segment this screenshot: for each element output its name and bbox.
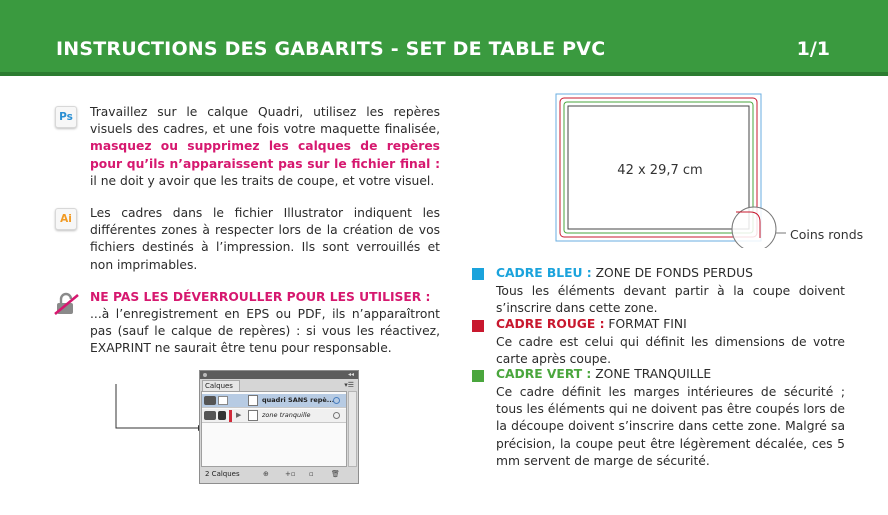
green-legend-description: Ce cadre définit les marges intérieures de sécurité ; tous les éléments qui ne doivent pas être coupés lors de la découpe doivent s’inscrire dans cette zone. Malgré sa précision, la coupe peut être légèrement décalée, ces 5 mm servent de marge de sécurité. [496,385,845,468]
panel-titlebar [200,371,358,379]
photoshop-icon [55,106,77,128]
illustrator-icon [55,208,77,230]
panel-close-dot[interactable] [203,373,207,377]
red-legend-heading [496,317,687,331]
layers-list [201,391,347,467]
layer-thumbnail [248,395,258,406]
photoshop-highlight: masquez ou supprimez les calques de repères pour qu’ils n’apparaissent pas sur le fichier final : [90,139,440,171]
unlocked-padlock-icon [54,291,80,317]
lock-icon[interactable] [218,411,226,420]
round-corners-label: Coins ronds [790,227,864,242]
template-size-label: 42 x 29,7 cm [617,163,703,178]
layer-name: zone tranquille [262,411,311,419]
photoshop-text-1: Travaillez sur le calque Quadri, utilisez les repères visuels des cadres, et une fois votre maquette finalisée, [90,105,440,137]
expand-triangle-icon[interactable]: ▶ [236,411,242,419]
panel-collapse-icon[interactable]: ◂◂ [347,371,354,378]
layer-color-bar [229,410,232,422]
visibility-eye-icon[interactable] [204,411,216,420]
blue-legend-title: CADRE BLEU : [496,266,592,280]
blue-legend-description: Tous les éléments devant partir à la coupe doivent s’inscrire dans cette zone. [496,284,845,316]
panel-footer [201,466,357,482]
red-legend-swatch [472,320,484,332]
lock-toggle[interactable] [218,396,228,405]
layer-row-zone-tranquille[interactable] [202,409,346,423]
red-legend-subtitle: FORMAT FINI [604,317,687,331]
photoshop-icon-label: Ps [59,111,73,123]
green-legend-swatch [472,370,484,382]
illustrator-instructions: Les cadres dans le fichier Illustrator indiquent les différentes zones à respecter lors de la création de vos fichiers destinés à l’impression. Ils sont verrouillés et non imprimables. [90,206,440,272]
delete-layer-icon[interactable]: 🗑 [331,470,340,478]
layer-name: quadri SANS repè... [262,396,335,404]
connector-line [110,384,205,432]
new-sublayer-icon[interactable]: +▫ [285,470,296,478]
photoshop-text-2: il ne doit y avoir que les traits de coupe, et votre visuel. [90,173,435,188]
warning-title: NE PAS LES DÉVERROULLER POUR LES UTILISER : [90,290,431,304]
panel-menu-icon[interactable]: ▾☰ [344,381,354,389]
target-circle-icon[interactable] [333,412,340,419]
green-legend-title: CADRE VERT : [496,367,592,381]
layers-scrollbar[interactable] [348,391,357,467]
blue-legend-subtitle: ZONE DE FONDS PERDUS [591,266,753,280]
photoshop-instructions [90,104,440,190]
new-layer-icon[interactable]: ▫ [309,470,314,478]
page-title: INSTRUCTIONS DES GABARITS - SET DE TABLE PVC [56,38,606,60]
header-bar [0,0,888,76]
layer-row-quadri[interactable] [202,394,346,408]
corner-zoom-circle [732,207,776,248]
layers-panel [199,370,359,484]
blue-legend-heading [496,266,753,280]
layer-thumbnail [248,410,258,421]
illustrator-icon-label: Ai [60,213,72,225]
page-number: 1/1 [796,38,830,60]
green-legend-subtitle: ZONE TRANQUILLE [591,367,712,381]
red-legend-description: Ce cadre est celui qui définit les dimensions de votre carte après coupe. [496,335,845,367]
red-legend-title: CADRE ROUGE : [496,317,605,331]
green-legend-heading [496,367,711,381]
layer-count: 2 Calques [205,470,240,478]
make-clip-mask-icon[interactable]: ⊕ [263,470,269,478]
panel-tab-calques[interactable]: Calques [202,380,240,391]
visibility-eye-icon[interactable] [204,396,216,405]
warning-text: ...à l’enregistrement en EPS ou PDF, ils n’apparaîtront pas (sauf le calque de repères) : si vous les réactivez, EXAPRINT ne saurait être tenu pour responsable. [90,307,440,356]
blue-legend-swatch [472,268,484,280]
target-circle-icon[interactable] [333,397,340,404]
